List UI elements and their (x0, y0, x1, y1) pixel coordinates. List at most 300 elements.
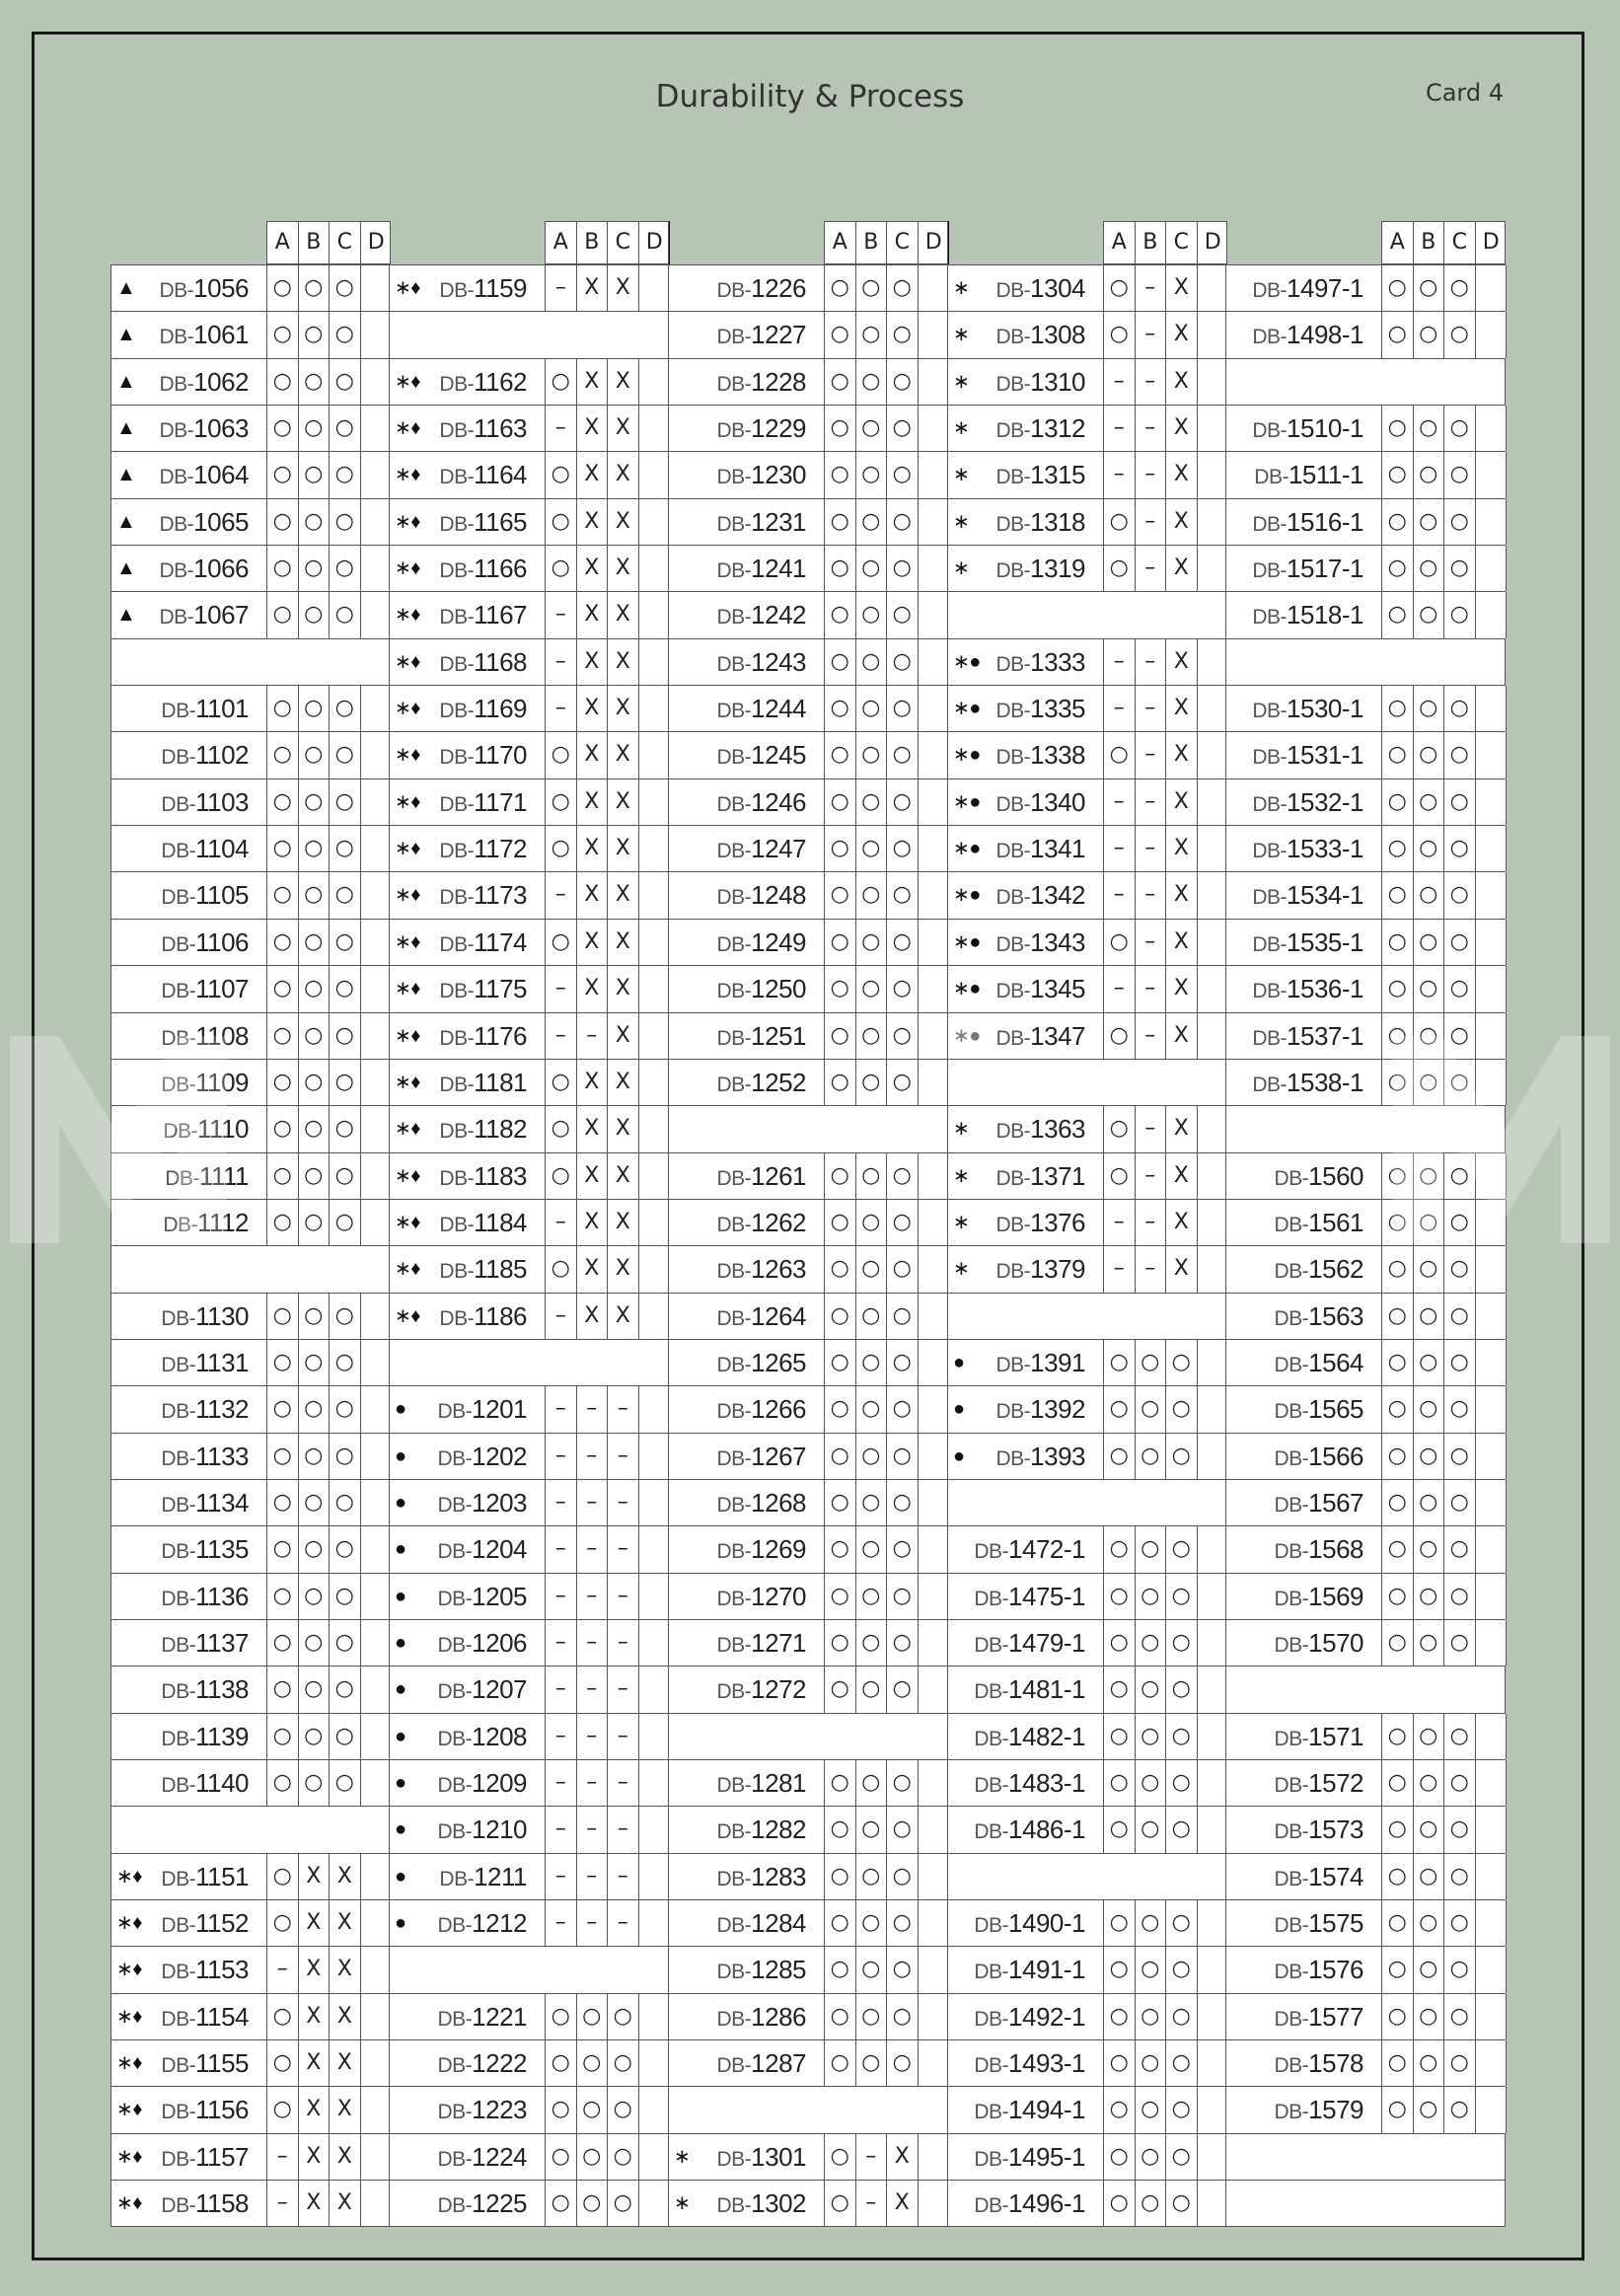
table-row (669, 1060, 948, 1106)
rating-cell-c: – (608, 1480, 639, 1525)
table-row (111, 1620, 391, 1666)
rating-cell-b: ○ (299, 826, 331, 871)
rating-cell-b: ○ (856, 1480, 888, 1525)
rating-cell-a: ○ (825, 1807, 856, 1852)
product-code-cell (669, 1807, 825, 1852)
rating-cell-a: ○ (267, 1013, 299, 1059)
rating-cell-b: – (1136, 779, 1167, 825)
rating-cell-c: X (1166, 312, 1198, 357)
rating-cell-a: ○ (267, 1060, 299, 1105)
rating-cell-c: ○ (330, 1060, 361, 1105)
marker-symbol: ∗ (674, 2145, 691, 2168)
rating-cell-b: ○ (1414, 1900, 1445, 1946)
rating-cell-b: ○ (299, 1060, 331, 1105)
product-code-cell (390, 1434, 546, 1479)
rating-cell-c: ○ (1444, 872, 1476, 918)
product-code: DB-1251 (716, 1020, 806, 1051)
rating-cell-c: X (330, 1994, 361, 2039)
product-code-cell (1226, 265, 1382, 311)
rating-cell-a: ○ (1382, 732, 1414, 778)
rating-cell-b: ○ (856, 1666, 888, 1712)
rating-cell-d (639, 592, 671, 637)
table-row (669, 546, 948, 592)
rating-cell-b: X (299, 2087, 331, 2132)
product-code: DB-1212 (437, 1908, 527, 1939)
product-code-cell (1226, 499, 1382, 545)
rating-cell-c: ○ (1444, 1620, 1476, 1666)
rating-cell-b: ○ (1414, 1386, 1445, 1432)
product-code-cell (1226, 732, 1382, 778)
rating-cell-d (1198, 779, 1229, 825)
rating-cell-c: ○ (887, 1574, 919, 1619)
rating-cell-d (1198, 872, 1229, 918)
rating-cell-a: ○ (546, 1246, 577, 1292)
rating-cell-b: X (577, 1060, 609, 1105)
column-header-b: B (856, 222, 888, 263)
product-code: DB-1564 (1274, 1347, 1363, 1377)
rating-cell-a: – (1104, 966, 1136, 1011)
rating-cell-c: ○ (330, 1760, 361, 1806)
rating-cell-b: – (1136, 1246, 1167, 1292)
product-code-cell (669, 872, 825, 918)
product-code-cell (669, 966, 825, 1011)
rating-cell-d (361, 1666, 393, 1712)
product-code-cell (948, 1200, 1104, 1245)
rating-cell-d (361, 1854, 393, 1899)
product-code: DB-1315 (995, 460, 1085, 490)
rating-cell-c: ○ (1444, 1994, 1476, 2039)
rating-cell-b: ○ (299, 1200, 331, 1245)
table-row (1226, 1013, 1506, 1060)
rating-cell-b: ○ (299, 1294, 331, 1339)
rating-cell-b: – (1136, 639, 1167, 685)
product-code: DB-1486-1 (974, 1815, 1085, 1845)
rating-cell-c: ○ (887, 1620, 919, 1666)
product-code: DB-1184 (439, 1207, 527, 1237)
product-code-cell (669, 1294, 825, 1339)
rating-cell-d (1476, 872, 1508, 918)
product-code-cell (1226, 1153, 1382, 1199)
marker-symbol: ∗ (953, 557, 970, 580)
rating-cell-d (1476, 1060, 1508, 1105)
product-code-cell (948, 920, 1104, 965)
rating-cell-c: X (608, 406, 639, 451)
rating-cell-b: ○ (1414, 686, 1445, 731)
rating-cell-d (919, 1620, 950, 1666)
marker-symbol: ● (395, 1538, 406, 1561)
spacer-row (1226, 359, 1506, 406)
rating-cell-c: X (1166, 1200, 1198, 1245)
rating-cell-d (919, 732, 950, 778)
marker-symbol: ∗♦ (395, 277, 420, 299)
table-row (948, 2040, 1227, 2087)
rating-cell-d (1198, 1013, 1229, 1059)
rating-cell-c: X (330, 1854, 361, 1899)
marker-symbol: ∗♦ (395, 464, 420, 486)
rating-cell-a: ○ (1382, 1574, 1414, 1619)
product-code-cell (1226, 406, 1382, 451)
table-row (111, 359, 391, 406)
rating-cell-a: ○ (1382, 686, 1414, 731)
rating-cell-a: ○ (1382, 592, 1414, 637)
rating-cell-b: ○ (299, 265, 331, 311)
rating-cell-d (639, 1574, 671, 1619)
product-code-cell (1226, 546, 1382, 591)
rating-cell-b: ○ (299, 1760, 331, 1806)
table-row (948, 452, 1227, 498)
product-code: DB-1282 (716, 1815, 806, 1845)
table-row (1226, 452, 1506, 498)
rating-cell-a: – (1104, 639, 1136, 685)
product-code: DB-1530-1 (1252, 694, 1363, 724)
rating-cell-a: ○ (267, 1994, 299, 2039)
rating-cell-d (1198, 359, 1229, 405)
table-row (669, 732, 948, 778)
product-code-cell (948, 406, 1104, 451)
product-code-cell (390, 826, 546, 871)
rating-cell-c: ○ (1444, 920, 1476, 965)
rating-cell-b: ○ (299, 592, 331, 637)
rating-cell-c: ○ (1166, 1620, 1198, 1666)
rating-cell-a: – (546, 686, 577, 731)
rating-cell-b: – (1136, 546, 1167, 591)
rating-cell-c: X (608, 872, 639, 918)
rating-cell-a: ○ (825, 779, 856, 825)
table-block (947, 264, 1227, 2227)
rating-cell-c: ○ (330, 1013, 361, 1059)
rating-cell-a: ○ (825, 1013, 856, 1059)
product-code: DB-1167 (439, 600, 527, 630)
rating-cell-b: X (299, 2134, 331, 2180)
table-row (948, 499, 1227, 546)
product-code: DB-1112 (163, 1207, 249, 1237)
rating-cell-c: ○ (608, 2134, 639, 2180)
rating-cell-a: – (546, 1760, 577, 1806)
rating-cell-d (361, 1386, 393, 1432)
marker-symbol: ∗♦ (395, 650, 420, 673)
rating-cell-d (1476, 1807, 1508, 1852)
table-row (1226, 732, 1506, 778)
table-row (390, 1106, 669, 1152)
rating-cell-a: – (1104, 1200, 1136, 1245)
marker-symbol: ∗ (953, 277, 970, 299)
rating-cell-b: ○ (856, 265, 888, 311)
rating-cell-d (361, 1620, 393, 1666)
table-row (390, 1013, 669, 1060)
product-code: DB-1203 (437, 1487, 527, 1518)
rating-cell-b: ○ (1414, 1153, 1445, 1199)
rating-cell-b: X (299, 2040, 331, 2086)
rating-cell-c: ○ (887, 406, 919, 451)
rating-cell-a: ○ (825, 1480, 856, 1525)
table-row (948, 312, 1227, 358)
table-row (390, 452, 669, 498)
product-code: DB-1225 (437, 2188, 527, 2219)
product-code-cell (1226, 686, 1382, 731)
rating-cell-b: ○ (299, 1714, 331, 1759)
product-code-cell (390, 1294, 546, 1339)
product-code: DB-1310 (995, 366, 1085, 397)
product-code: DB-1483-1 (974, 1768, 1085, 1798)
marker-symbol: ∗♦ (116, 2005, 142, 2028)
rating-cell-b: ○ (856, 1526, 888, 1572)
rating-cell-b: X (299, 1900, 331, 1946)
table-row (111, 1153, 391, 1200)
product-code-cell (390, 406, 546, 451)
table-block (110, 264, 391, 2227)
product-code: DB-1107 (161, 974, 249, 1004)
product-code: DB-1572 (1274, 1768, 1363, 1798)
product-code-cell (948, 1714, 1104, 1759)
rating-cell-d (361, 1340, 393, 1385)
rating-cell-b: ○ (856, 546, 888, 591)
rating-cell-a: ○ (1382, 920, 1414, 965)
rating-cell-c: X (1166, 1246, 1198, 1292)
rating-cell-d (361, 2040, 393, 2086)
table-row (669, 1994, 948, 2040)
rating-cell-c: ○ (1444, 1200, 1476, 1245)
rating-cell-d (1198, 452, 1229, 497)
rating-cell-a: ○ (825, 1246, 856, 1292)
product-code-cell (111, 2040, 267, 2086)
rating-cell-a: – (546, 1620, 577, 1666)
product-code-cell (111, 920, 267, 965)
rating-cell-c: ○ (330, 592, 361, 637)
product-code-cell (390, 1854, 546, 1899)
rating-cell-c: X (330, 2040, 361, 2086)
rating-cell-b: ○ (1414, 1434, 1445, 1479)
spacer-row (1226, 1666, 1506, 1713)
rating-cell-d (361, 592, 393, 637)
product-code: DB-1166 (439, 554, 527, 584)
rating-cell-c: ○ (330, 826, 361, 871)
rating-cell-a: ○ (825, 1947, 856, 1992)
product-code: DB-1249 (716, 926, 806, 957)
table-row (1226, 966, 1506, 1012)
product-code-cell (669, 265, 825, 311)
rating-cell-d (639, 1153, 671, 1199)
rating-cell-b: ○ (1414, 312, 1445, 357)
product-code-cell (1226, 920, 1382, 965)
rating-cell-d (361, 920, 393, 965)
rating-cell-c: X (1166, 1013, 1198, 1059)
rating-cell-c: ○ (330, 872, 361, 918)
rating-cell-c: ○ (887, 1760, 919, 1806)
product-code: DB-1286 (716, 2001, 806, 2032)
rating-cell-c: ○ (1444, 1807, 1476, 1852)
product-code: DB-1536-1 (1252, 974, 1363, 1004)
product-code-cell (111, 1480, 267, 1525)
rating-cell-d (639, 406, 671, 451)
rating-cell-b: – (577, 1526, 609, 1572)
rating-cell-b: – (856, 2181, 888, 2226)
rating-cell-b: ○ (1136, 1574, 1167, 1619)
rating-cell-c: ○ (1444, 2040, 1476, 2086)
table-row (390, 592, 669, 638)
table-row (1226, 686, 1506, 732)
rating-cell-c: ○ (887, 1340, 919, 1385)
product-code-cell (111, 779, 267, 825)
table-row (669, 592, 948, 638)
table-row (1226, 1060, 1506, 1106)
rating-cell-d (361, 1434, 393, 1479)
table-row (390, 1386, 669, 1433)
rating-cell-c: X (887, 2181, 919, 2226)
rating-cell-b: ○ (1414, 966, 1445, 1011)
product-code: DB-1565 (1274, 1394, 1363, 1425)
product-code-cell (948, 872, 1104, 918)
product-code: DB-1283 (716, 1861, 806, 1891)
rating-cell-d (919, 359, 950, 405)
rating-cell-c: ○ (330, 686, 361, 731)
rating-cell-d (1198, 499, 1229, 545)
table-row (948, 1434, 1227, 1480)
product-code: DB-1137 (161, 1627, 249, 1658)
rating-cell-c: ○ (1444, 1060, 1476, 1105)
rating-cell-d (639, 779, 671, 825)
spacer-row (1226, 2181, 1506, 2227)
table-row (111, 265, 391, 312)
product-code: DB-1566 (1274, 1441, 1363, 1471)
rating-cell-b: ○ (1414, 2087, 1445, 2132)
product-code-cell (948, 499, 1104, 545)
rating-cell-d (919, 1760, 950, 1806)
rating-cell-c: ○ (330, 1386, 361, 1432)
product-code-cell (669, 1480, 825, 1525)
rating-cell-a: ○ (267, 2040, 299, 2086)
product-code-cell (111, 1294, 267, 1339)
rating-cell-a: ○ (267, 732, 299, 778)
rating-cell-c: ○ (887, 312, 919, 357)
marker-symbol: ● (953, 1351, 965, 1373)
rating-cell-c: ○ (887, 1480, 919, 1525)
rating-cell-d (919, 1340, 950, 1385)
rating-cell-b: ○ (299, 546, 331, 591)
marker-symbol: ∗♦ (395, 1118, 420, 1141)
rating-cell-a: ○ (1382, 1294, 1414, 1339)
product-code-cell (111, 1153, 267, 1199)
rating-cell-c: – (608, 1386, 639, 1432)
table-row (669, 779, 948, 826)
rating-cell-a: ○ (546, 2087, 577, 2132)
rating-cell-b: X (577, 359, 609, 405)
rating-cell-b: ○ (1136, 2181, 1167, 2226)
product-code: DB-1560 (1274, 1160, 1363, 1191)
rating-cell-c: X (608, 639, 639, 685)
product-code: DB-1169 (439, 694, 527, 724)
rating-cell-a: ○ (1104, 1574, 1136, 1619)
table-row (390, 732, 669, 778)
table-row (669, 1153, 948, 1200)
marker-symbol: ∗♦ (395, 744, 420, 767)
table-row (111, 2040, 391, 2087)
rating-cell-d (1476, 732, 1508, 778)
marker-symbol: ● (395, 1818, 406, 1841)
rating-cell-d (639, 1106, 671, 1151)
product-code-cell (669, 1526, 825, 1572)
rating-cell-a: ○ (825, 1153, 856, 1199)
rating-cell-d (639, 1854, 671, 1899)
table-row (111, 499, 391, 546)
rating-cell-d (1476, 966, 1508, 1011)
product-code: DB-1110 (163, 1114, 249, 1145)
product-code: DB-1252 (716, 1067, 806, 1097)
rating-cell-b: ○ (299, 1526, 331, 1572)
rating-cell-d (919, 1994, 950, 2039)
rating-cell-d (1476, 826, 1508, 871)
rating-cell-a: ○ (267, 1526, 299, 1572)
product-code-cell (1226, 1854, 1382, 1899)
spacer-row (111, 1246, 391, 1293)
rating-cell-a: ○ (267, 1106, 299, 1151)
product-code: DB-1561 (1274, 1207, 1363, 1237)
table-row (669, 1526, 948, 1573)
product-code: DB-1206 (437, 1627, 527, 1658)
rating-cell-a: ○ (825, 1666, 856, 1712)
rating-cell-a: ○ (1104, 1900, 1136, 1946)
spacer-row (1226, 639, 1506, 686)
rating-cell-d (1476, 1480, 1508, 1525)
product-code: DB-1281 (716, 1768, 806, 1798)
table-row (1226, 406, 1506, 452)
rating-cell-a: ○ (546, 1153, 577, 1199)
table-row (669, 1340, 948, 1386)
table-row (1226, 872, 1506, 919)
rating-cell-c: X (1166, 639, 1198, 685)
marker-symbol: ∗♦ (116, 1959, 142, 1981)
product-code: DB-1490-1 (974, 1908, 1085, 1939)
rating-cell-b: X (577, 452, 609, 497)
rating-cell-b: X (577, 826, 609, 871)
rating-cell-c: ○ (887, 452, 919, 497)
rating-cell-b: ○ (856, 452, 888, 497)
rating-cell-d (919, 1200, 950, 1245)
rating-cell-b: X (577, 546, 609, 591)
rating-cell-c: ○ (330, 1294, 361, 1339)
rating-cell-a: ○ (1104, 1620, 1136, 1666)
product-code: DB-1204 (437, 1534, 527, 1565)
rating-cell-b: ○ (299, 499, 331, 545)
table-block (668, 264, 948, 2227)
rating-cell-b: X (577, 872, 609, 918)
rating-cell-d (639, 1900, 671, 1946)
product-code-cell (111, 1620, 267, 1666)
rating-cell-a: ○ (825, 686, 856, 731)
rating-cell-d (639, 359, 671, 405)
product-code-cell (390, 1666, 546, 1712)
table-row (111, 1666, 391, 1713)
rating-cell-c: X (330, 1947, 361, 1992)
table-row (390, 966, 669, 1012)
rating-cell-b: – (577, 1714, 609, 1759)
product-code: DB-1105 (161, 880, 249, 911)
product-code: DB-1569 (1274, 1581, 1363, 1611)
rating-cell-c: – (608, 1574, 639, 1619)
product-code: DB-1109 (161, 1067, 249, 1097)
product-code-cell (669, 1340, 825, 1385)
column-header-d: D (645, 230, 663, 255)
table-row (948, 2181, 1227, 2227)
column-header-d: D (924, 230, 942, 255)
rating-cell-b: – (1136, 1200, 1167, 1245)
rating-cell-b: – (577, 1807, 609, 1852)
table-row (948, 686, 1227, 732)
product-code-cell (948, 1900, 1104, 1946)
table-row (111, 966, 391, 1012)
column-header-c: C (608, 222, 639, 263)
marker-symbol: ∗♦ (395, 884, 420, 907)
rating-cell-d (1476, 686, 1508, 731)
